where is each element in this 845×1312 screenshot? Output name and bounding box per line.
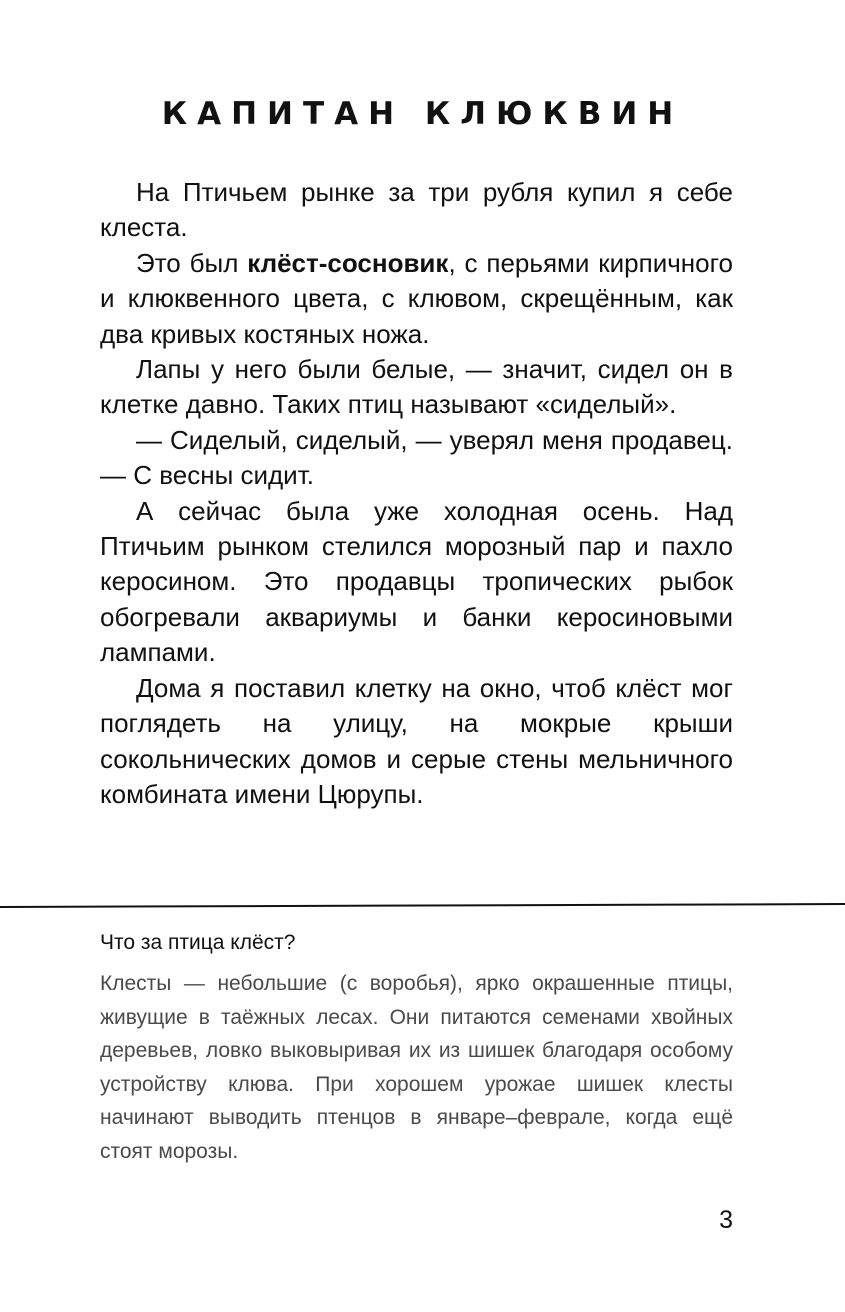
story-text	[100, 175, 733, 812]
paragraph-1: На Птичьем рынке за три рубля купил я себе клеста.	[100, 177, 733, 243]
divider-line	[0, 903, 845, 908]
paragraph-6: Дома я поставил клетку на окно, чтоб клёст мог поглядеть на улицу, на мокрые крыши сокольнических домов и серые стены мельничного комбината имени Цюрупы.	[100, 672, 733, 809]
paragraph-4: — Сиделый, сиделый, — уверял меня продавец. — С весны сидит.	[100, 424, 733, 491]
paragraph-2-end: , с перьями кирпичного и клюквенного цвета, с клювом, скрещённым, как два кривых костяных ножа.	[100, 247, 733, 349]
paragraph-2	[100, 246, 733, 352]
page-number: 3	[719, 1206, 733, 1234]
paragraph-5: А сейчас была уже холодная осень. Над Птичьим рынком стелился морозный пар и пахло керосином. Это продавцы тропических рыбок обогревали аквариумы и банки керосиновыми лампами.	[100, 495, 733, 668]
bird-name-bold: клёст-сосновик	[247, 247, 449, 278]
chapter-title: КАПИТАН КЛЮКВИН	[161, 96, 684, 132]
sidebar-heading: Что за птица клёст?	[100, 931, 296, 954]
sidebar-text: Клесты — небольшие (с воробья), ярко окрашенные птицы, живущие в таёжных лесах. Они питаются семенами хвойных деревьев, ловко выковыривая их из шишек благодаря особому устройству клюва. При хорошем урожае шишек клесты начинают выводить птенцов в январе–феврале, когда ещё стоят морозы.	[100, 972, 733, 1163]
paragraph-2-start: Это был	[136, 247, 248, 278]
paragraph-3: Лапы у него были белые, — значит, сидел он в клетке давно. Таких птиц называют «сиделый».	[100, 354, 733, 420]
